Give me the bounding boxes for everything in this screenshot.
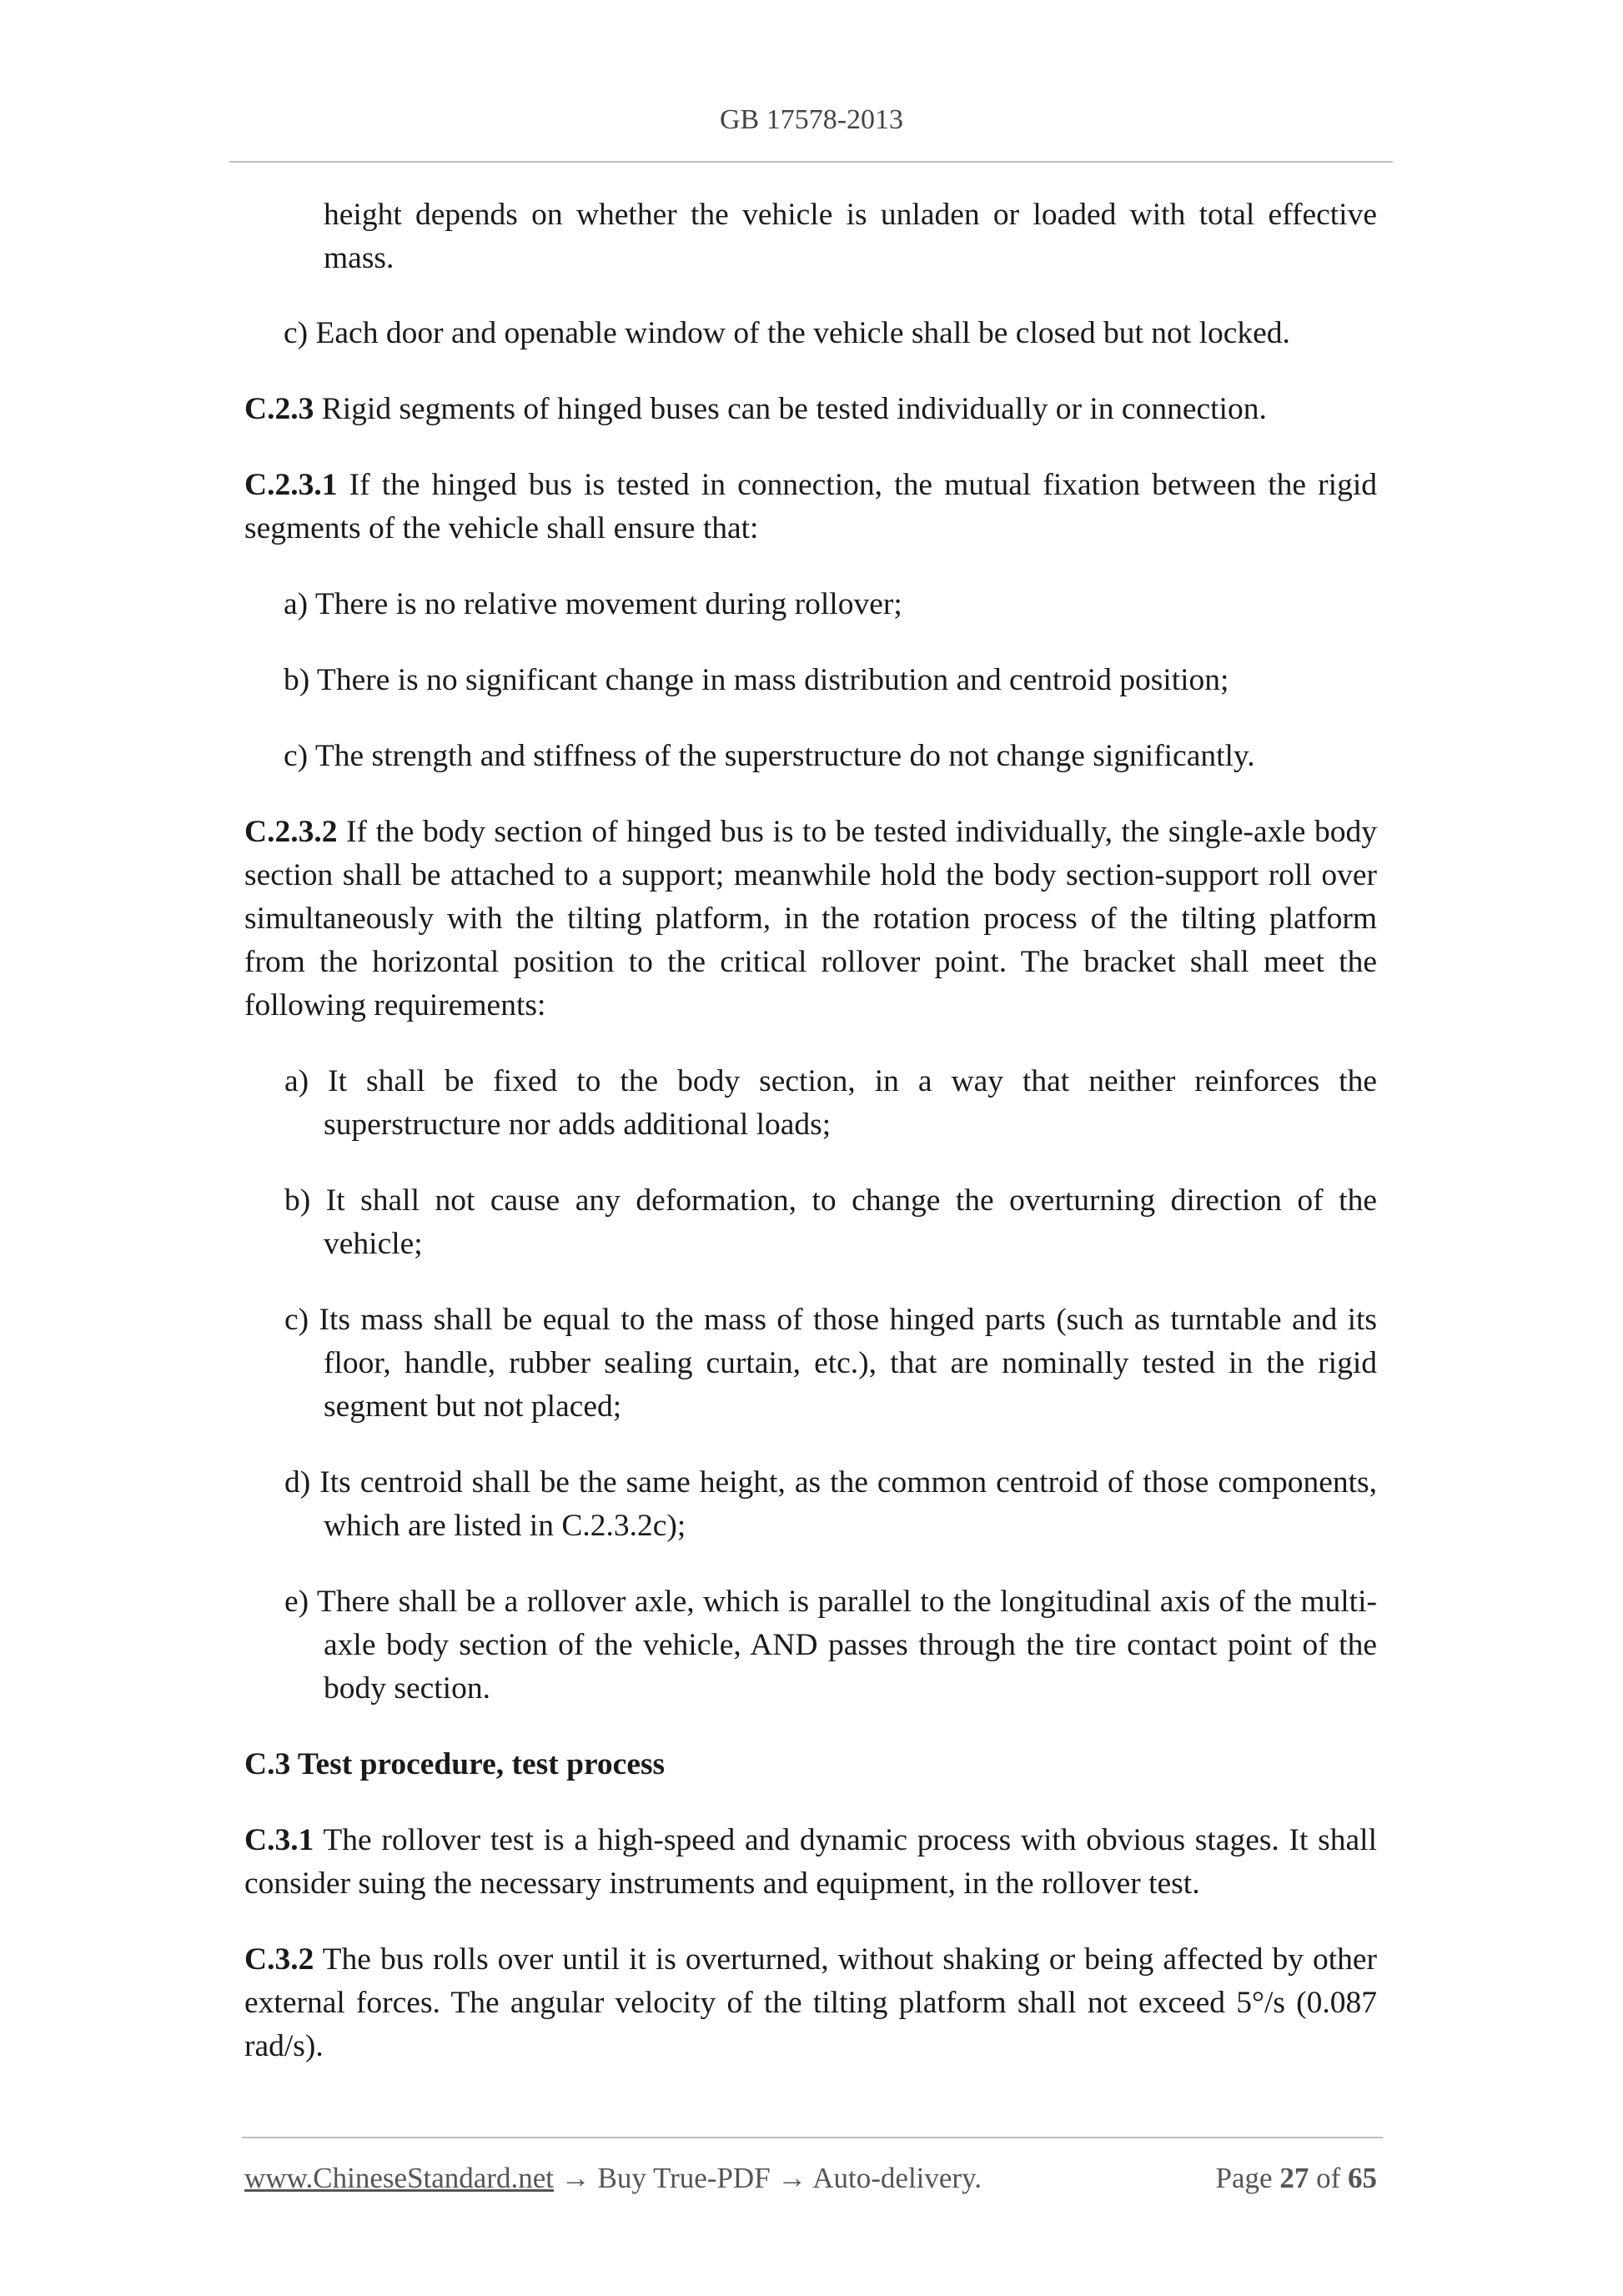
clause-c-2-3-2 — [244, 811, 1377, 1027]
clause-c-2-3-1 — [244, 464, 1377, 550]
list-item: a) It shall be fixed to the body section, in a way that neither reinforces the superstructure nor adds additional loads; — [284, 1064, 1377, 1142]
document-body — [244, 193, 1377, 2101]
document-header: GB 17578-2013 — [719, 104, 904, 135]
auto-delivery-text: Auto-delivery. — [812, 2162, 982, 2194]
buy-pdf-link: Buy True-PDF — [597, 2162, 771, 2194]
clause-text: The bus rolls over until it is overturned, without shaking or being affected by other external forces. The angular velocity of the tilting platform shall not exceed 5°/s (0.087 rad/s). — [244, 1942, 1377, 2063]
clause-c-3-2 — [244, 1938, 1377, 2068]
total-pages: 65 — [1348, 2162, 1377, 2194]
list-item: a) There is no relative movement during rollover; — [284, 587, 902, 621]
list-item: d) Its centroid shall be the same height, as the common centroid of those components, which are listed in C.2.3.2c); — [284, 1465, 1377, 1543]
footer-links — [244, 2162, 982, 2195]
clause-number: C.2.3 — [244, 392, 314, 426]
arrow-icon: → — [770, 2162, 813, 2194]
clause-text: If the body section of hinged bus is to be tested individually, the single-axle body section shall be attached to a support; meanwhile hold the body section-support roll over simultaneously with the tilting platform, in the rotation process of the tilting platform from the horizontal position to the critical rollover point. The bracket shall meet the following requirements: — [244, 815, 1377, 1022]
clause-c-2-3 — [244, 388, 1377, 431]
list-item: c) Its mass shall be equal to the mass of those hinged parts (such as turntable and its floor, handle, rubber sealing curtain, etc.), that are nominally tested in the rigid segment but not placed; — [284, 1303, 1377, 1424]
of-label: of — [1309, 2162, 1348, 2194]
site-link[interactable]: www.ChineseStandard.net — [244, 2162, 554, 2194]
clause-number: C.3.2 — [244, 1942, 314, 1977]
section-heading-c-3: C.3 Test procedure, test process — [244, 1747, 666, 1781]
arrow-icon: → — [554, 2162, 598, 2194]
clause-text: If the hinged bus is tested in connection, the mutual fixation between the rigid segments of the vehicle shall ensure that: — [244, 468, 1377, 545]
list-item: c) The strength and stiffness of the superstructure do not change significantly. — [284, 739, 1255, 773]
list-item: b) There is no significant change in mass distribution and centroid position; — [284, 663, 1229, 697]
page-footer — [244, 2162, 1377, 2203]
footer-divider — [242, 2137, 1383, 2138]
clause-number: C.2.3.2 — [244, 815, 338, 849]
clause-number: C.3.1 — [244, 1823, 314, 1857]
list-item-doors: c) Each door and openable window of the vehicle shall be closed but not locked. — [284, 316, 1290, 350]
clause-number: C.2.3.1 — [244, 468, 338, 502]
clause-text: Rigid segments of hinged buses can be tested individually or in connection. — [314, 392, 1267, 426]
header-divider — [229, 161, 1393, 163]
page-label: Page — [1215, 2162, 1280, 2194]
continuation-paragraph: height depends on whether the vehicle is unladen or loaded with total effective mass. — [324, 198, 1377, 275]
list-item: b) It shall not cause any deformation, to change the overturning direction of the vehicle; — [284, 1183, 1377, 1261]
page-number — [1216, 2162, 1377, 2195]
current-page: 27 — [1279, 2162, 1309, 2194]
list-item: e) There shall be a rollover axle, which is parallel to the longitudinal axis of the multi-axle body section of the vehicle, AND passes through the tire contact point of the body section. — [284, 1585, 1377, 1706]
clause-text: The rollover test is a high-speed and dynamic process with obvious stages. It shall consider suing the necessary instruments and equipment, in the rollover test. — [244, 1823, 1377, 1901]
clause-c-3-1 — [244, 1819, 1377, 1906]
